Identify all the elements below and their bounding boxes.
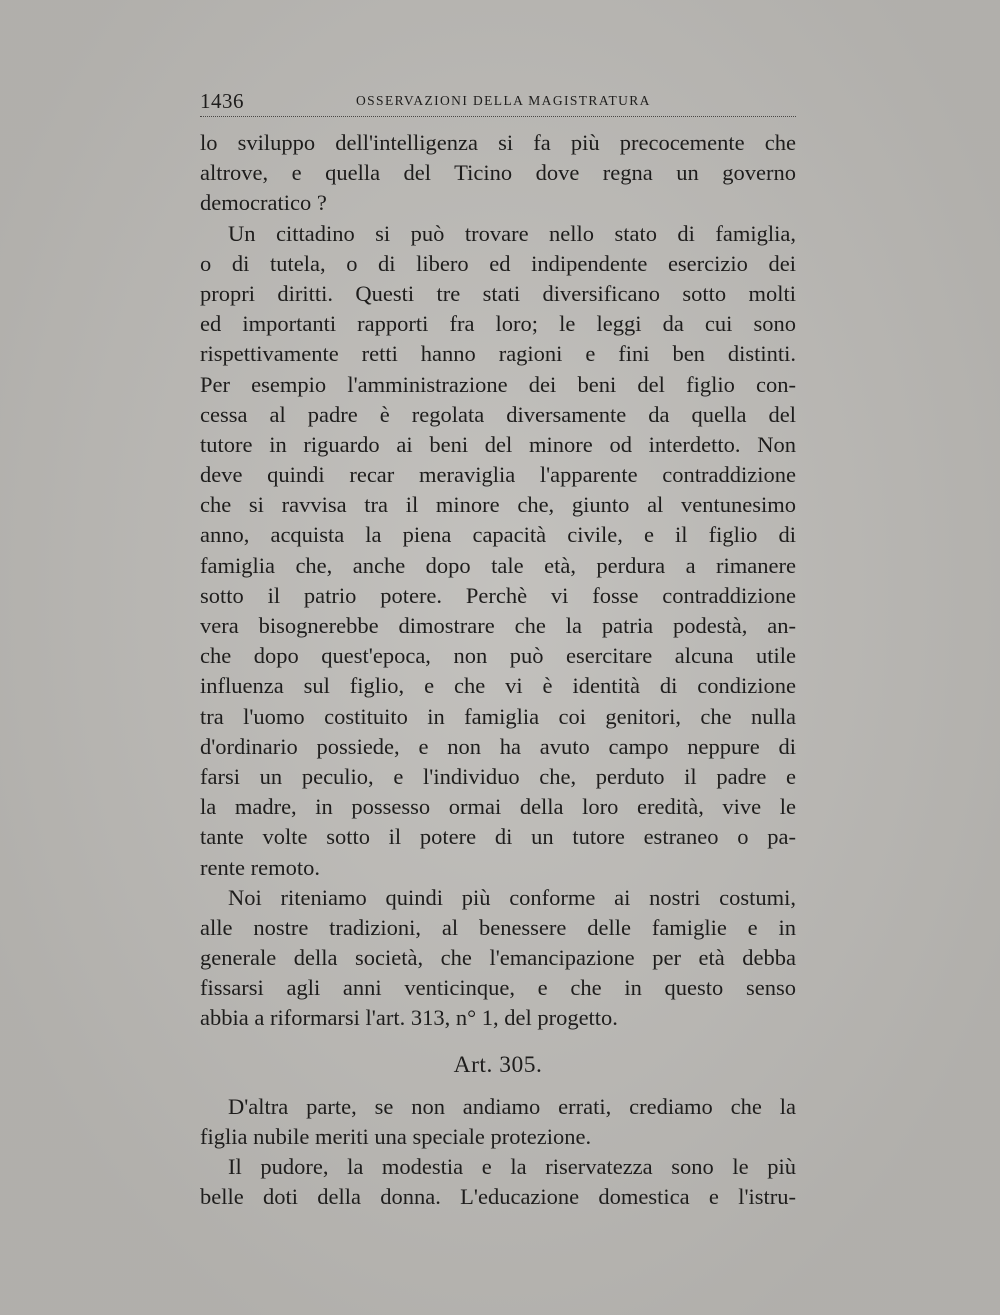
text-line: farsi un peculio, e l'individuo che, perduto il padre e	[200, 763, 796, 789]
text-line: tante volte sotto il potere di un tutore estraneo o pa-	[200, 824, 796, 850]
text-line: o di tutela, o di libero ed indipendente esercizio dei	[200, 250, 796, 276]
text-line: propri diritti. Questi tre stati diversificano sotto molti	[200, 280, 796, 306]
text-line: abbia a riformarsi l'art. 313, n° 1, del progetto.	[200, 1005, 618, 1031]
text-line: fissarsi agli anni venticinque, e che in questo senso	[200, 975, 796, 1001]
text-line: la madre, in possesso ormai della loro eredità, vive le	[200, 794, 796, 820]
text-line: cessa al padre è regolata diversamente da quella del	[200, 401, 796, 427]
text-line: Per esempio l'amministrazione dei beni del figlio con-	[200, 371, 796, 397]
text-line: Noi riteniamo quindi più conforme ai nostri costumi,	[228, 884, 796, 910]
running-title: OSSERVAZIONI DELLA MAGISTRATURA	[356, 93, 651, 108]
text-line: Il pudore, la modestia e la riservatezza sono le più	[228, 1154, 796, 1179]
text-line: rente remoto.	[200, 854, 320, 880]
text-line: sotto il patrio potere. Perchè vi fosse contraddizione	[200, 582, 796, 608]
text-line: influenza sul figlio, e che vi è identità di condizione	[200, 673, 796, 699]
text-line: d'ordinario possiede, e non ha avuto campo neppure di	[200, 733, 796, 759]
text-line: rispettivamente retti hanno ragioni e fini ben distinti.	[200, 341, 796, 367]
page-header	[200, 88, 796, 117]
text-line: Un cittadino si può trovare nello stato di famiglia,	[228, 220, 796, 246]
text-line: lo sviluppo dell'intelligenza si fa più precocemente che	[200, 130, 796, 155]
text-line: anno, acquista la piena capacità civile, e il figlio di	[200, 522, 796, 548]
text-line: ed importanti rapporti fra loro; le leggi da cui sono	[200, 311, 796, 337]
text-line: D'altra parte, se non andiamo errati, crediamo che la	[228, 1093, 796, 1119]
text-line: figlia nubile meriti una speciale protezione.	[200, 1123, 592, 1149]
page-number: 1436	[200, 89, 244, 113]
text-line: alle nostre tradizioni, al benessere delle famiglie e in	[200, 914, 796, 940]
text-line: tra l'uomo costituito in famiglia coi genitori, che nulla	[200, 703, 796, 729]
text-line: vera bisognerebbe dimostrare che la patria podestà, an-	[200, 613, 796, 638]
article-heading: Art. 305.	[453, 1051, 543, 1078]
text-line: generale della società, che l'emancipazione per età debba	[200, 945, 796, 971]
text-line: tutore in riguardo ai beni del minore od interdetto. Non	[200, 431, 796, 457]
text-line: che dopo quest'epoca, non può esercitare alcuna utile	[200, 643, 796, 669]
text-line: deve quindi recar meraviglia l'apparente contraddizione	[200, 462, 796, 488]
text-line: belle doti della donna. L'educazione domestica e l'istru-	[200, 1184, 796, 1210]
text-line: che si ravvisa tra il minore che, giunto al ventunesimo	[200, 492, 796, 518]
text-line: altrove, e quella del Ticino dove regna un governo	[200, 160, 796, 186]
text-line: democratico ?	[200, 190, 327, 216]
body-text	[200, 128, 796, 1212]
text-line: famiglia che, anche dopo tale età, perdura a rimanere	[200, 552, 796, 578]
